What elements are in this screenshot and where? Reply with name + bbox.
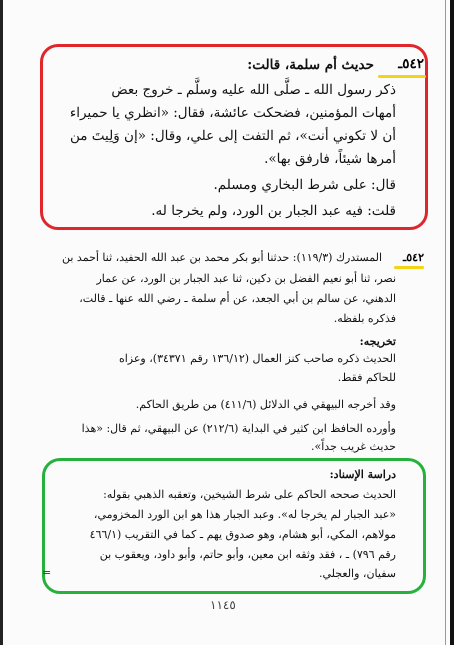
mustadrak-number-underline: [394, 266, 424, 269]
continuation-mark: =: [42, 566, 52, 579]
isnad-heading: دراسة الإسناد:: [329, 468, 396, 481]
isnad-line: سفيان، والعجلي.: [318, 567, 396, 580]
page-left-edge: [0, 0, 3, 645]
hadith-number-underline: [378, 75, 426, 78]
hadith-title: حديث أم سلمة، قالت:: [247, 57, 374, 73]
isnad-line: «عبد الجبار لم يخرجا له». وعبد الجبار هذا هو ابن الورد المخزومي،: [93, 508, 396, 521]
isnad-line: رقم ٧٩٦) ـ ، فقد وثقه ابن معين، وأبو حاتم، وأبو داود، ويعقوب بن: [99, 548, 396, 561]
takhrij-heading: تخريجه:: [359, 335, 396, 348]
hadith-line: أمهات المؤمنين، فضحكت عائشة، فقال: «انظري يا حميراء: [69, 105, 396, 121]
takhrij-line: الحديث ذكره صاحب كنز العمال (١٣٦/١٢ رقم ٣٤٣٧١)، وعزاه: [118, 352, 396, 365]
hadith-line: أمرها شيئاً، فارفق بها».: [264, 151, 396, 167]
takhrij-line: للحاكم فقط.: [337, 371, 396, 384]
takhrij-line: وأورده الحافظ ابن كثير في البداية (٢١٢/٦) عن البيهقي، ثم قال: «هذا: [81, 422, 396, 435]
page-binding-line: [445, 0, 446, 645]
hadith-line: ذكر رسول الله ـ صلَّى الله عليه وسلَّم ـ خروج بعض: [111, 82, 396, 98]
mustadrak-line: الدهني، عن سالم بن أبي الجعد، عن أم سلمة ـ رضي الله عنها ـ قالت،: [79, 292, 396, 305]
hadith-number: ٥٤٢ـ: [398, 56, 424, 72]
takhrij-line: وقد أخرجه البيهقي في الدلائل (٤١١/٦) من طريق الحاكم.: [135, 398, 396, 411]
hadith-comment: قلت: فيه عبد الجبار بن الورد، ولم يخرجا له.: [151, 203, 396, 219]
mustadrak-line: المستدرك (١١٩/٣): حدثنا أبو بكر محمد بن عبد الله الحفيد، ثنا أحمد بن: [62, 251, 382, 264]
mustadrak-line: فذكره بلفظه.: [333, 312, 396, 325]
mustadrak-line: نصر، ثنا أبو نعيم الفضل بن دكين، ثنا عبد الجبار بن الورد، عن عمار: [96, 272, 396, 285]
hadith-grading: قال: على شرط البخاري ومسلم.: [213, 177, 396, 193]
takhrij-line: حديث غريب جداً».: [311, 440, 396, 453]
isnad-line: مولاهم، المكي، أبو هشام، وهو صدوق يهم ـ كما في التقريب (٤٦٦/١: [89, 528, 396, 541]
page-number: ١١٤٥: [210, 598, 236, 612]
isnad-line: الحديث صححه الحاكم على شرط الشيخين، وتعقبه الذهبي بقوله:: [103, 488, 396, 501]
hadith-line: أن لا تكوني أنت»، ثم التفت إلى علي، وقال: «إن وَلِيتَ من: [70, 128, 396, 144]
mustadrak-number: ٥٤٢ـ: [403, 251, 424, 264]
page-right-edge: [450, 0, 454, 645]
